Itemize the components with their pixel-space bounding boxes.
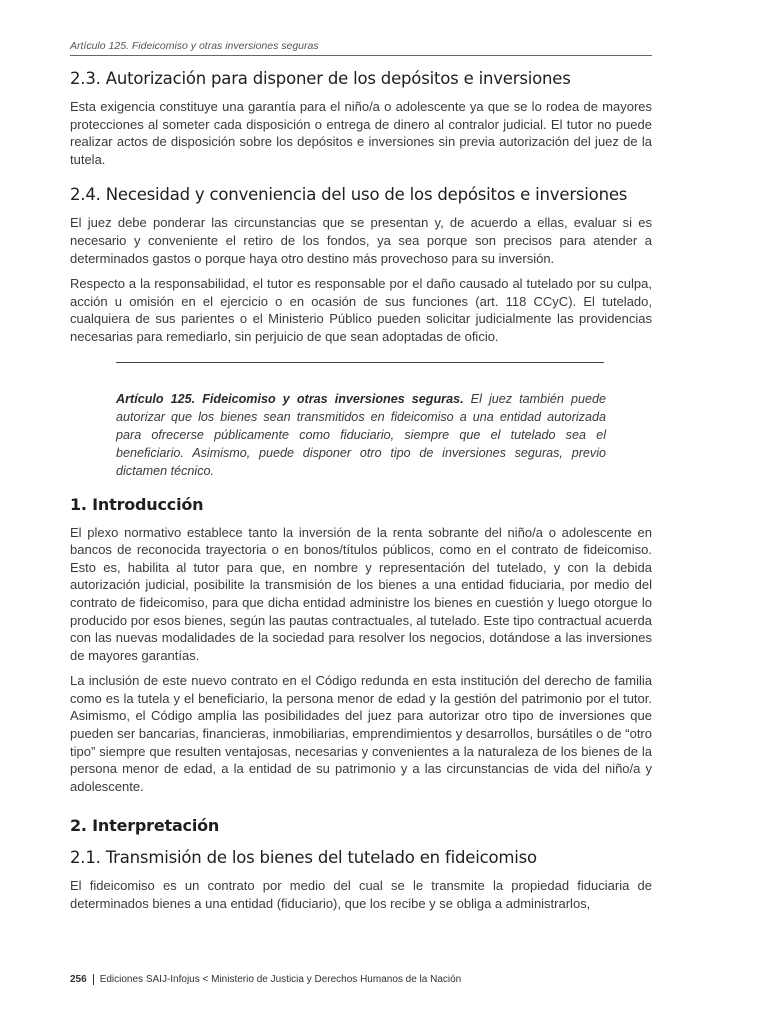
intro-title: 1. Introducción <box>70 494 204 514</box>
divider-rule <box>116 362 604 363</box>
article-quote <box>116 390 606 480</box>
section-2-3-title: 2.3. Autorización para disponer de los depósitos e inversiones <box>70 69 571 88</box>
running-header: Artículo 125. Fideicomiso y otras inversiones seguras <box>70 40 652 56</box>
intro-paragraph-2: La inclusión de este nuevo contrato en el Código redunda en esta institución del derecho de familia como es la tutela y el beneficiario, la persona menor de edad y la gestión del patrimonio por el tutor. Asimismo, el Código amplía las posibilidades del juez para autorizar otro tipo de inversiones que pueden ser bancarias, financieras, inmobiliarias, emprendimientos y desarrollos, bursátiles o de “otro tipo” siempre que resulten ventajosas, necesarias y convenientes a la naturaleza de los bienes de la persona menor de edad, a la entidad de su patrimonio y a las circunstancias de vida del niño/a y adolescente. <box>70 673 652 794</box>
article-title: Artículo 125. Fideicomiso y otras inversiones seguras. <box>116 391 464 406</box>
interpretation-paragraph: El fideicomiso es un contrato por medio del cual se le transmite la propiedad fiduciaria de determinados bienes a una entidad (fiduciario), que los recibe y se obliga a administrarlos, <box>70 878 652 912</box>
page-content <box>70 68 652 921</box>
page-number: 256 <box>70 974 94 985</box>
intro-paragraph-1: El plexo normativo establece tanto la inversión de la renta sobrante del niño/a o adolescente en bancos de reconocida trayectoria o en bonos/títulos públicos, como en el contrato de fideicomiso. Esto es, habilita al tutor para que, en nombre y representación del tutelado, y con la debida autorización judicial, posibilite la transmisión de los bienes a una entidad fiduciaria, por medio del contrato de fideicomiso, para que dicha entidad administre los bienes en cuestión y luego otorgue lo producido por esos bienes, según las pautas contractuales, al tutelado. Este tipo contractual acuerda con las nuevas modalidades de la sociedad para resolver los negocios, dotándose a las inversiones de mayores garantías. <box>70 524 652 663</box>
interpretation-title: 2. Interpretación <box>70 816 220 836</box>
section-2-4-title: 2.4. Necesidad y conveniencia del uso de los depósitos e inversiones <box>70 185 628 205</box>
section-2-4-paragraph-2: Respecto a la responsabilidad, el tutor es responsable por el daño causado al tutelado por su culpa, acción u omisión en el ejercicio o en ocasión de sus funciones (art. 118 CCyC). El tutelado, cualquiera de sus parientes o el Ministerio Público pueden solicitar judicialmente las providencias necesarias para remediarlo, sin perjuicio de que sean adoptadas de oficio. <box>70 276 652 344</box>
footer-publisher: Ediciones SAIJ-Infojus < Ministerio de Justicia y Derechos Humanos de la Nación <box>99 974 462 985</box>
section-2-3-paragraph: Esta exigencia constituye una garantía para el niño/a o adolescente ya que se lo rodea de mayores protecciones al someter cada disposición o entrega de dinero al contralor judicial. El tutor no puede realizar actos de disposición sobre los depósitos e inversiones sin previa autorización del juez de la tutela. <box>70 99 652 167</box>
interpretation-subsection-title: 2.1. Transmisión de los bienes del tutelado en fideicomiso <box>70 848 537 868</box>
article-body: El juez también puede autorizar que los bienes sean transmitidos en fideicomiso a una entidad autorizada para ofrecerse públicamente como fiduciario, siempre que el tutelado sea el beneficiario. Asimismo, puede disponer otro tipo de inversiones seguras, previo dictamen técnico. <box>116 391 607 478</box>
page-footer <box>70 974 461 985</box>
section-2-4-paragraph-1: El juez debe ponderar las circunstancias que se presentan y, de acuerdo a ellas, evaluar si es necesario y conveniente el retiro de los fondos, ya sea porque son precisos para atender a determinados gastos o porque haya otro destino más provechoso para su inversión. <box>70 215 652 266</box>
